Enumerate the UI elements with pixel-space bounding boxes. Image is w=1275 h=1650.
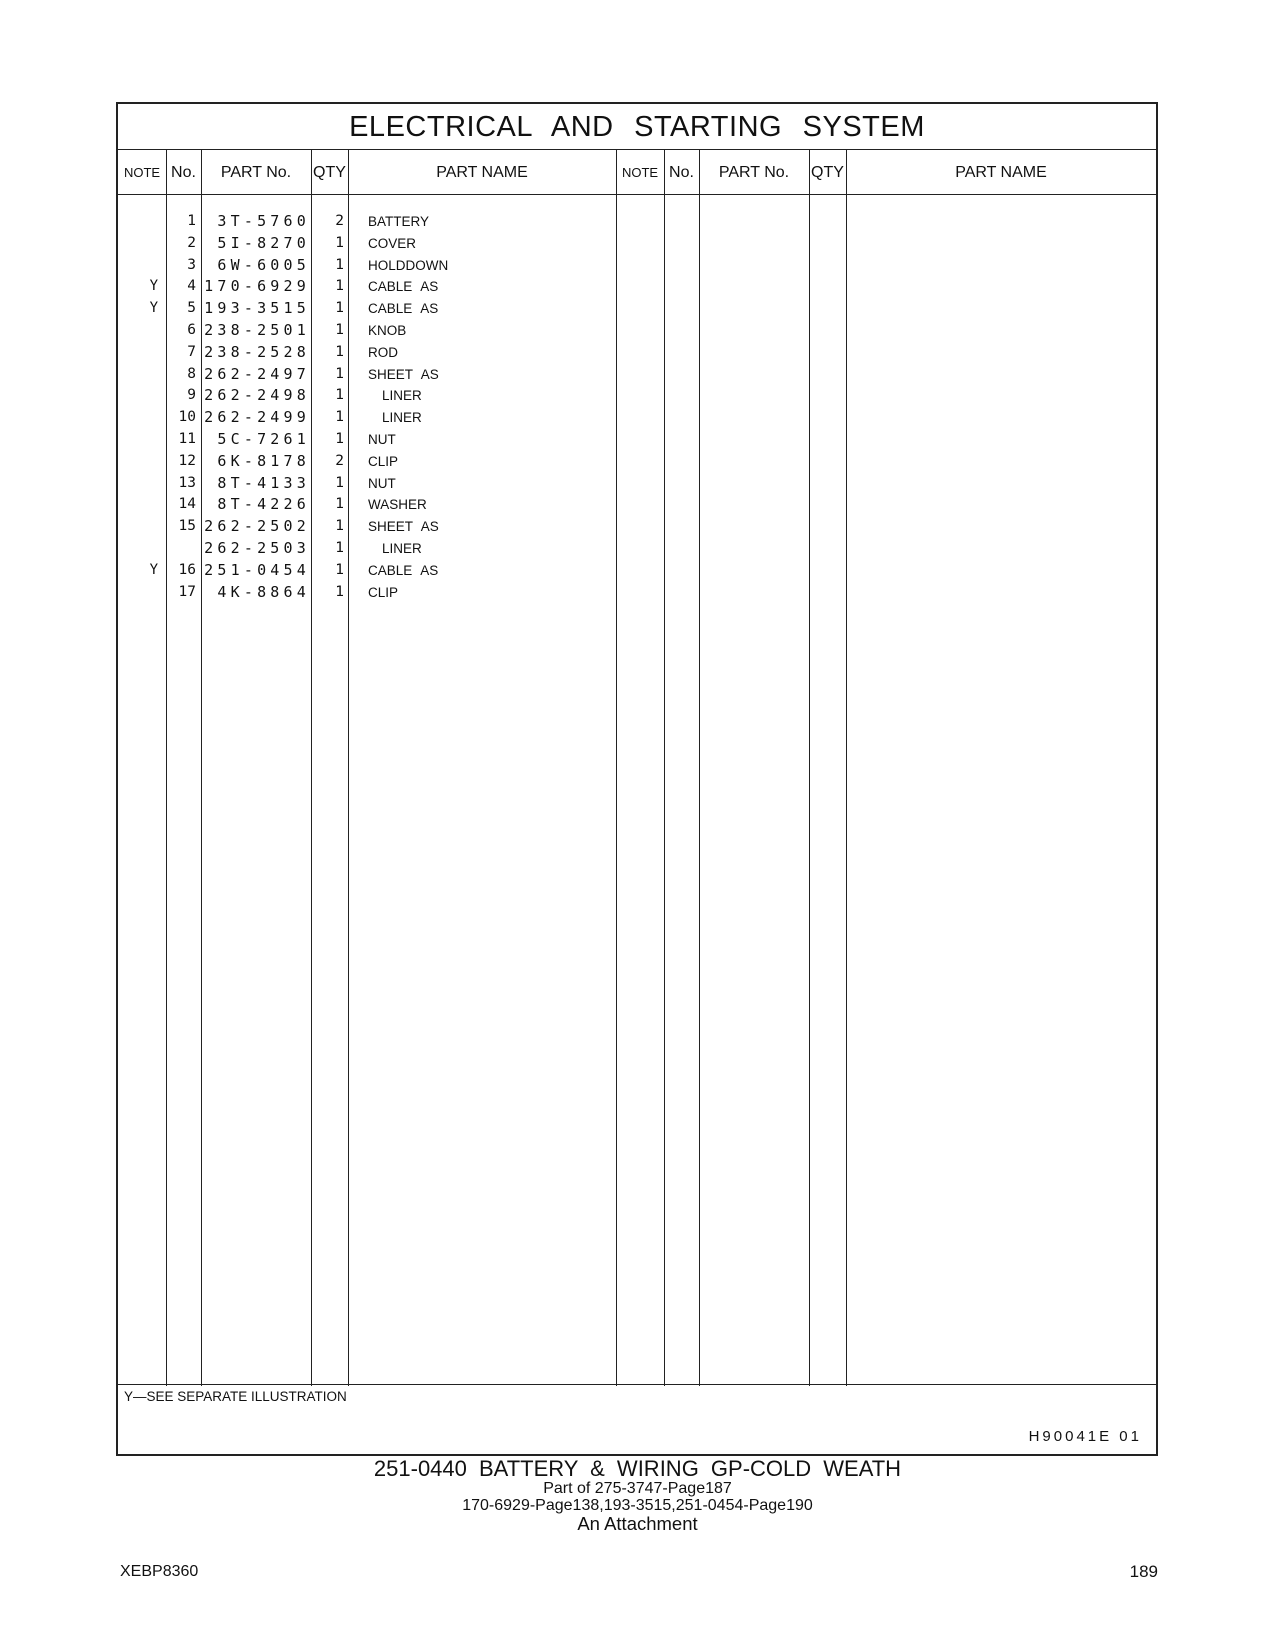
row-number: 2 [187, 234, 196, 251]
table-row [118, 473, 1156, 495]
header-no-left: No. [171, 164, 196, 181]
row-part-name: CLIP [368, 584, 399, 600]
row-part-name: HOLDDOWN [368, 257, 449, 273]
row-quantity: 1 [335, 234, 344, 251]
table-header [118, 150, 1156, 195]
row-part-name: COVER [368, 235, 417, 251]
row-quantity: 1 [335, 256, 344, 273]
table-row [118, 364, 1156, 386]
row-part-number: 6W-6005 [217, 255, 310, 274]
row-part-name: LINER [382, 410, 422, 426]
row-quantity: 1 [335, 561, 344, 578]
table-row [118, 582, 1156, 604]
row-part-name: ROD [368, 344, 398, 360]
table-row [118, 255, 1156, 277]
table-row [118, 276, 1156, 298]
row-note: Y [149, 300, 158, 317]
row-number: 16 [178, 561, 196, 578]
row-number: 3 [187, 256, 196, 273]
row-part-name: LINER [382, 541, 422, 556]
illustration-code: H90041E 01 [1028, 1428, 1142, 1445]
row-part-name: WASHER [368, 497, 427, 513]
row-number: 4 [187, 278, 196, 295]
table-footer-divider [118, 1384, 1156, 1385]
header-note-right: NOTE [621, 165, 659, 180]
header-part-name-left: PART NAME [436, 164, 528, 181]
row-quantity: 1 [335, 387, 344, 404]
header-part-no-right: PART No. [718, 164, 790, 181]
row-number: 7 [187, 343, 196, 360]
header-qty-left: QTY [313, 164, 346, 181]
table-row [118, 429, 1156, 451]
row-quantity: 2 [335, 213, 344, 229]
row-note: Y [149, 278, 158, 295]
row-number: 15 [178, 518, 196, 535]
row-part-name: CLIP [368, 453, 399, 469]
header-note-left: NOTE [123, 165, 161, 180]
reference-note: 170-6929-Page138,193-3515,251-0454-Page190 [462, 1497, 813, 1514]
row-part-name: LINER [382, 388, 422, 404]
row-part-number: 6K-8178 [217, 451, 310, 470]
row-part-number: 170-6929 [204, 277, 310, 296]
row-number: 17 [178, 583, 196, 600]
row-quantity: 1 [335, 540, 344, 556]
row-part-name: SHEET AS [368, 519, 439, 535]
parts-table [116, 102, 1158, 1456]
row-quantity: 1 [335, 431, 344, 447]
row-quantity: 1 [335, 583, 344, 600]
row-part-number: 251-0454 [204, 560, 310, 579]
row-number: 13 [178, 474, 196, 491]
header-no-right: No. [669, 164, 694, 181]
table-row [118, 233, 1156, 255]
header-part-name-right: PART NAME [955, 164, 1047, 181]
table-row [118, 407, 1156, 429]
row-number: 6 [187, 322, 196, 338]
table-row [118, 385, 1156, 407]
row-quantity: 1 [335, 300, 344, 317]
table-row [118, 211, 1156, 233]
row-part-name: NUT [368, 475, 396, 491]
row-part-number: 262-2503 [204, 539, 310, 557]
header-part-no-left: PART No. [220, 164, 292, 181]
row-number: 12 [178, 452, 196, 469]
row-part-number: 262-2497 [204, 364, 310, 383]
part-of-note: Part of 275-3747-Page187 [543, 1480, 732, 1497]
footnote: Y—SEE SEPARATE ILLUSTRATION [124, 1389, 347, 1404]
row-quantity: 1 [335, 322, 344, 338]
row-part-number: 262-2502 [204, 517, 310, 536]
row-note: Y [149, 561, 158, 578]
group-title: 251-0440 BATTERY & WIRING GP-COLD WEATH [373, 1456, 902, 1481]
row-quantity: 1 [335, 343, 344, 360]
row-part-number: 262-2499 [204, 408, 310, 427]
row-part-number: 8T-4226 [217, 495, 310, 514]
row-number: 11 [178, 431, 196, 447]
row-part-name: NUT [368, 432, 396, 447]
row-part-number: 8T-4133 [217, 473, 310, 492]
row-part-name: BATTERY [368, 214, 430, 229]
attachment-note: An Attachment [577, 1513, 698, 1534]
table-row [118, 320, 1156, 342]
row-part-name: CABLE AS [368, 279, 439, 295]
row-quantity: 1 [335, 474, 344, 491]
row-part-number: 238-2501 [204, 321, 310, 339]
table-row [118, 538, 1156, 560]
row-quantity: 2 [335, 452, 344, 469]
row-part-number: 5I-8270 [217, 233, 310, 252]
row-part-number: 193-3515 [204, 299, 310, 318]
table-row [118, 516, 1156, 538]
row-part-number: 4K-8864 [217, 582, 310, 601]
document-id: XEBP8360 [120, 1563, 199, 1580]
row-quantity: 1 [335, 365, 344, 382]
row-number: 8 [187, 365, 196, 382]
row-part-name: CABLE AS [368, 301, 439, 317]
table-title: ELECTRICAL AND STARTING SYSTEM [118, 104, 1156, 150]
row-part-number: 5C-7261 [217, 430, 310, 448]
row-number: 5 [187, 300, 196, 317]
row-part-name: SHEET AS [368, 366, 439, 382]
row-number: 9 [187, 387, 196, 404]
row-number: 1 [187, 213, 196, 229]
row-quantity: 1 [335, 409, 344, 426]
row-part-number: 3T-5760 [217, 212, 310, 230]
row-quantity: 1 [335, 518, 344, 535]
table-row [118, 560, 1156, 582]
row-part-name: CABLE AS [368, 562, 439, 578]
row-number: 14 [178, 496, 196, 513]
header-qty-right: QTY [811, 164, 844, 181]
table-row [118, 494, 1156, 516]
page-number: 189 [1129, 1562, 1158, 1581]
row-number: 10 [178, 409, 196, 426]
table-row [118, 298, 1156, 320]
row-quantity: 1 [335, 496, 344, 513]
table-row [118, 451, 1156, 473]
row-quantity: 1 [335, 278, 344, 295]
row-part-number: 238-2528 [204, 342, 310, 361]
row-part-number: 262-2498 [204, 386, 310, 405]
row-part-name: KNOB [368, 323, 407, 338]
table-row [118, 342, 1156, 364]
